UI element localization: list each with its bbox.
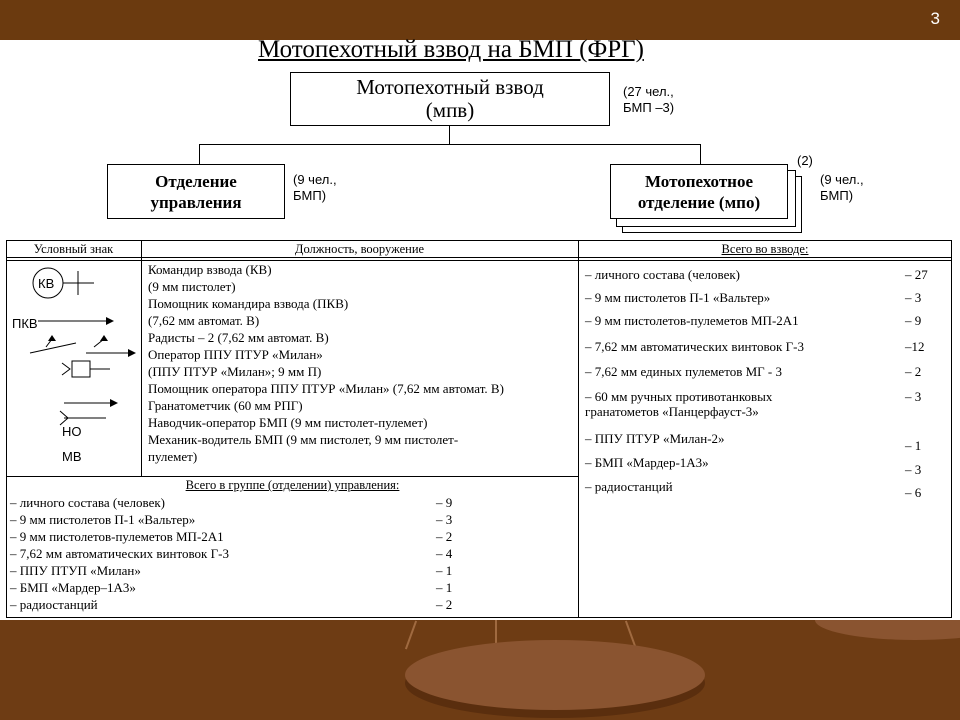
total-label: – 60 мм ручных противотанковых <box>585 389 773 404</box>
control-note-line1: (9 чел., <box>293 172 337 187</box>
position-line: Механик-водитель БМП (9 мм пистолет, 9 мм пистолет- <box>148 432 459 447</box>
total-label: – 9 мм пистолетов П-1 «Вальтер» <box>585 290 771 305</box>
group-label: – радиостанций <box>10 597 98 612</box>
group-value: – 9 <box>436 495 453 510</box>
connector-left <box>199 144 200 164</box>
squad-count: (2) <box>797 153 813 168</box>
group-row <box>10 596 460 613</box>
squad-box <box>610 164 788 219</box>
group-row <box>10 579 460 596</box>
total-label: – 7,62 мм единых пулеметов МГ - 3 <box>585 364 783 379</box>
scale-bowl-image <box>815 620 960 640</box>
group-value: – 3 <box>436 512 453 527</box>
group-value: – 1 <box>436 580 453 595</box>
squad-line1: Мотопехотное <box>644 172 754 191</box>
total-row <box>585 338 945 363</box>
connector-vertical <box>449 126 450 144</box>
total-label: – 7,62 мм автоматических винтовок Г-3 <box>585 339 804 354</box>
group-row <box>10 511 460 528</box>
total-value: – 2 <box>905 364 922 379</box>
position-line: Наводчик-оператор БМП (9 мм пистолет-пулемет) <box>148 415 428 430</box>
group-value: – 2 <box>436 529 453 544</box>
connector-right <box>700 144 701 164</box>
squad-note <box>820 172 864 204</box>
group-label: – личного состава (человек) <box>10 495 166 510</box>
group-value: – 1 <box>436 563 453 578</box>
total-row <box>585 266 945 289</box>
total-value: – 6 <box>905 485 922 500</box>
group-row <box>10 494 460 511</box>
group-row <box>10 545 460 562</box>
total-label: – радиостанций <box>585 479 673 494</box>
total-row <box>585 388 945 430</box>
total-row <box>585 430 945 454</box>
tactical-symbols <box>6 261 141 476</box>
total-label: – личного состава (человек) <box>585 267 741 282</box>
control-section-line1: Отделение <box>155 172 237 191</box>
group-list <box>10 494 460 613</box>
position-line: пулемет) <box>148 449 198 464</box>
total-row <box>585 363 945 388</box>
position-line: (9 мм пистолет) <box>148 279 236 294</box>
group-value: – 2 <box>436 597 453 612</box>
group-label: – 7,62 мм автоматических винтовок Г-3 <box>10 546 229 561</box>
squad-line2: отделение (мпо) <box>637 193 761 212</box>
control-note-line2: БМП) <box>293 188 327 203</box>
platoon-abbr: (мпв) <box>425 98 475 122</box>
platoon-note <box>623 84 674 116</box>
group-rule <box>6 476 579 477</box>
total-value: – 1 <box>905 438 922 453</box>
symbol-no: НО <box>62 424 82 439</box>
totals-list <box>585 266 945 502</box>
footer-background <box>0 620 960 720</box>
total-label: – БМП «Мардер-1А3» <box>585 455 709 470</box>
position-line: Помощник командира взвода (ПКВ) <box>148 296 349 311</box>
position-line: Гранатометчик (60 мм РПГ) <box>148 398 303 413</box>
header-rule <box>6 257 952 258</box>
control-section-note <box>293 172 337 204</box>
position-line: Оператор ППУ ПТУР «Милан» <box>148 347 323 362</box>
total-value: – 3 <box>905 389 922 404</box>
platoon-box <box>290 72 610 126</box>
group-label: – 9 мм пистолетов-пулеметов МП-2А1 <box>10 529 224 544</box>
position-line: Командир взвода (КВ) <box>148 262 272 277</box>
symbol-mv: МВ <box>62 449 82 464</box>
squad-note-line2: БМП) <box>820 188 854 203</box>
total-row <box>585 478 945 502</box>
total-row <box>585 312 945 338</box>
total-label: – 9 мм пистолетов-пулеметов МП-2А1 <box>585 313 799 328</box>
page-title: Мотопехотный взвод на БМП (ФРГ) <box>258 36 644 63</box>
group-label: – БМП «Мардер–1А3» <box>10 580 136 595</box>
group-row <box>10 528 460 545</box>
col-divider-2 <box>578 240 579 618</box>
total-value: – 27 <box>905 267 928 282</box>
squad-note-line1: (9 чел., <box>820 172 864 187</box>
symbol-pkv: ПКВ <box>12 316 38 331</box>
platoon-note-line1: (27 чел., <box>623 84 674 99</box>
group-value: – 4 <box>436 546 453 561</box>
header-position: Должность, вооружение <box>294 242 425 256</box>
total-value: – 9 <box>905 313 922 328</box>
connector-horizontal <box>199 144 700 145</box>
total-row <box>585 454 945 478</box>
position-line: (7,62 мм автомат. В) <box>148 313 260 328</box>
platoon-note-line2: БМП –3) <box>623 100 675 115</box>
total-label: гранатометов «Панцерфауст-3» <box>585 404 759 419</box>
position-line: Помощник оператора ППУ ПТУР «Милан» (7,62 мм автомат. В) <box>148 381 504 396</box>
control-section-line2: управления <box>150 193 242 212</box>
top-bar <box>0 0 960 40</box>
group-label: – 9 мм пистолетов П-1 «Вальтер» <box>10 512 196 527</box>
slide-number: 3 <box>930 9 940 28</box>
platoon-name: Мотопехотный взвод <box>356 75 544 99</box>
group-row <box>10 562 460 579</box>
position-line: Радисты – 2 (7,62 мм автомат. В) <box>148 330 329 345</box>
header-sign: Условный знак <box>33 242 114 256</box>
header-total: Всего во взводе: <box>721 242 809 256</box>
positions-list <box>148 261 504 465</box>
total-row <box>585 289 945 312</box>
group-label: – ППУ ПТУП «Милан» <box>10 563 141 578</box>
position-line: (ППУ ПТУР «Милан»; 9 мм П) <box>148 364 322 379</box>
control-section-box <box>107 164 285 219</box>
scale-chain <box>405 621 417 650</box>
total-label: – ППУ ПТУР «Милан-2» <box>585 431 725 446</box>
total-value: – 3 <box>905 290 922 305</box>
total-value: –12 <box>905 339 925 354</box>
col-divider-1 <box>141 240 142 477</box>
scale-bowl-image <box>405 640 705 710</box>
group-title: Всего в группе (отделении) управления: <box>185 478 400 492</box>
total-value: – 3 <box>905 462 922 477</box>
symbol-kv: КВ <box>38 276 55 291</box>
